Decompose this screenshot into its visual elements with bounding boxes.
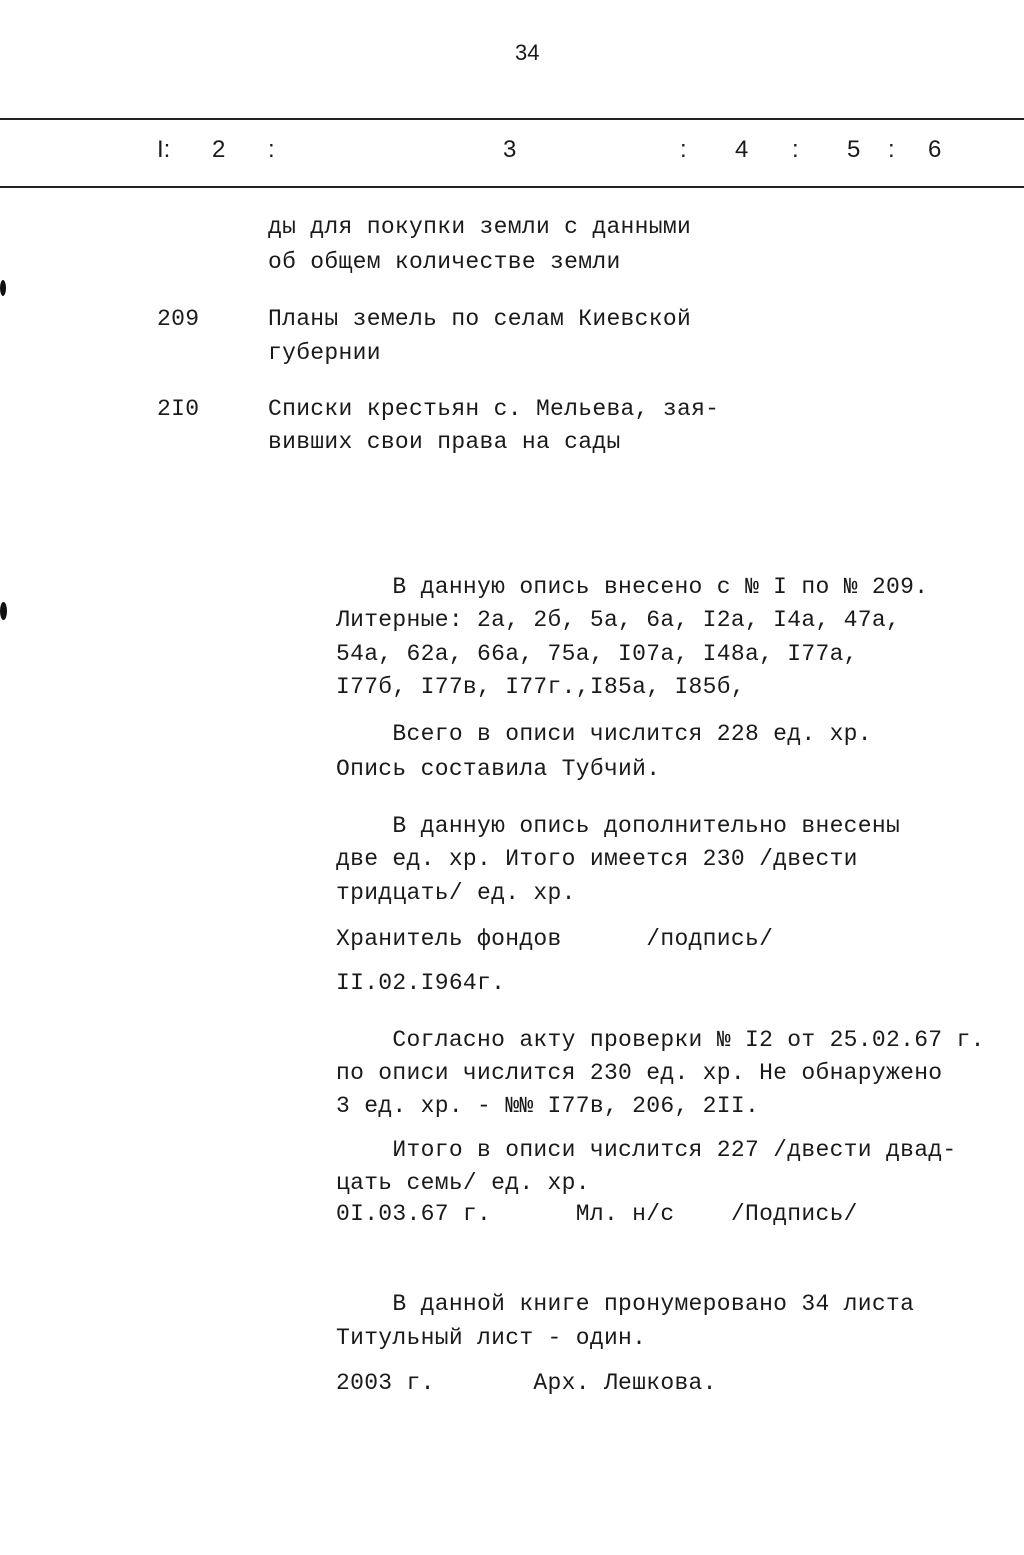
binding-hole-mark bbox=[0, 280, 6, 296]
keeper-date: II.02.I964г. bbox=[336, 970, 506, 996]
audit-line: Согласно акту проверки № I2 от 25.02.67 г. bbox=[336, 1027, 985, 1053]
pagination-note: В данной книге пронумеровано 34 листа bbox=[336, 1291, 915, 1317]
column-header-3: 3 bbox=[503, 136, 517, 163]
column-header-1: 2 bbox=[212, 136, 226, 163]
cert-addition-line: тридцать/ ед. хр. bbox=[336, 880, 576, 906]
header-rule-bottom bbox=[0, 186, 1024, 188]
title-sheet-note: Титульный лист - один. bbox=[336, 1325, 647, 1351]
cert-line: 54а, 62а, 66а, 75а, I07а, I48а, I77а, bbox=[336, 641, 858, 667]
audit-line: по описи числится 230 ед. хр. Не обнаружено bbox=[336, 1060, 943, 1086]
header-rule-top bbox=[0, 118, 1024, 120]
column-header-4: : bbox=[680, 136, 687, 163]
entry-209-line-2: губернии bbox=[268, 340, 381, 366]
cert-addition-line: две ед. хр. Итого имеется 230 /двести bbox=[336, 846, 858, 872]
final-total-line: цать семь/ ед. хр. bbox=[336, 1170, 590, 1196]
audit-line: 3 ед. хр. - №№ I77в, 206, 2II. bbox=[336, 1093, 760, 1119]
entry-210-line-1: Списки крестьян с. Мельева, зая- bbox=[268, 396, 720, 422]
column-header-7: 5 bbox=[847, 136, 861, 163]
page-number: 34 bbox=[515, 40, 540, 65]
entry-210-line-2: вивших свои права на сады bbox=[268, 429, 621, 455]
binding-hole-mark bbox=[0, 602, 7, 620]
column-header-2: : bbox=[268, 136, 275, 163]
column-header-9: 6 bbox=[928, 136, 942, 163]
final-total-line: Итого в описи числится 227 /двести двад- bbox=[336, 1137, 957, 1163]
column-header-6: : bbox=[792, 136, 799, 163]
entry-continuation-line-2: об общем количестве земли bbox=[268, 249, 621, 275]
column-header-0: I: bbox=[157, 136, 171, 163]
entry-continuation-line-1: ды для покупки земли с данными bbox=[268, 214, 692, 240]
cert-line: Литерные: 2а, 2б, 5а, 6а, I2а, I4а, 47а, bbox=[336, 607, 901, 633]
archivist-signature: 2003 г. Арх. Лешкова. bbox=[336, 1370, 717, 1396]
entry-number-210: 2I0 bbox=[157, 396, 200, 422]
keeper-signature-line: Хранитель фондов /подпись/ bbox=[336, 926, 774, 952]
cert-line: I77б, I77в, I77г.,I85а, I85б, bbox=[336, 674, 745, 700]
column-header-8: : bbox=[888, 136, 895, 163]
cert-addition-line: В данную опись дополнительно внесены bbox=[336, 813, 901, 839]
cert-compiler-line: Опись составила Тубчий. bbox=[336, 756, 661, 782]
column-header-5: 4 bbox=[735, 136, 749, 163]
cert-total-line: Всего в описи числится 228 ед. хр. bbox=[336, 721, 872, 747]
entry-number-209: 209 bbox=[157, 306, 200, 332]
cert-line: В данную опись внесено с № I по № 209. bbox=[336, 574, 929, 600]
final-signature-line: 0I.03.67 г. Мл. н/с /Подпись/ bbox=[336, 1201, 858, 1227]
entry-209-line-1: Планы земель по селам Киевской bbox=[268, 306, 692, 332]
